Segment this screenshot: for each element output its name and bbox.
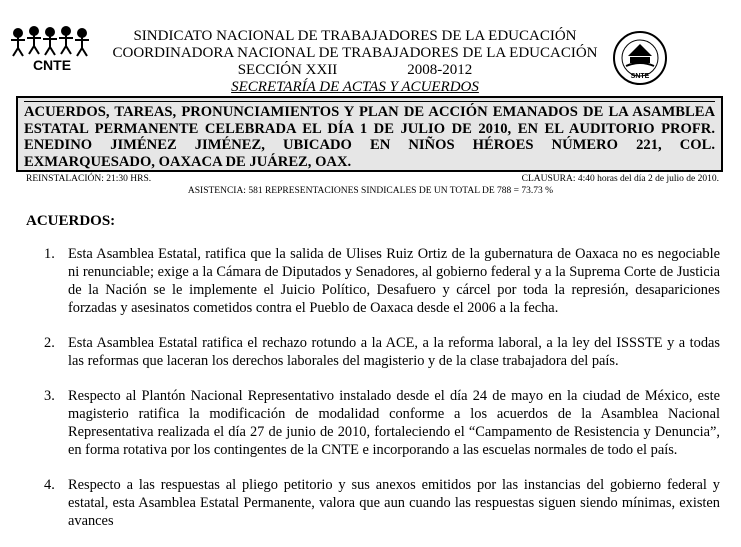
- list-item: [44, 387, 720, 459]
- document-header: [100, 28, 610, 96]
- item-number: 1.: [44, 246, 55, 262]
- item-text: Esta Asamblea Estatal ratifica el rechazo rotundo a la ACE, a la reforma laboral, a la ley del ISSSTE y a todas las reformas que laceran los derechos laborales del magisterio y de la clase trabajadora del país.: [68, 335, 720, 369]
- header-secretariat: SECRETARÍA DE ACTAS Y ACUERDOS: [231, 79, 479, 95]
- header-line-1: SINDICATO NACIONAL DE TRABAJADORES DE LA EDUCACIÓN: [133, 28, 577, 44]
- item-text: Respecto a las respuestas al pliego petitorio y sus anexos emitidos por las instancias del gobierno federal y estatal, esta Asamblea Estatal Permanente, valora que aun cuando las respuestas siguen siendo mínimas, existen avances: [68, 477, 720, 529]
- item-text: Esta Asamblea Estatal, ratifica que la salida de Ulises Ruiz Ortiz de la gubernatura de Oaxaca no es negociable ni renunciable; exige a la Cámara de Diputados y Senadores, al gobierno federal y a la Suprema Corte de Justicia de la Nación se le implemente el Juicio Político, Desafuero y cárcel por toda la represión, desapariciones forzadas y asesinatos cometidos contra el Pueblo de Oaxaca desde el 2006 a la fecha.: [68, 246, 720, 316]
- acuerdos-heading: ACUERDOS:: [26, 213, 116, 229]
- document-title: ACUERDOS, TAREAS, PRONUNCIAMIENTOS Y PLAN DE ACCIÓN EMANADOS DE LA ASAMBLEA ESTATAL PERMANENTE CELEBRADA EL DÍA 1 DE JULIO DE 2010, EN EL AUDITORIO PROFR. ENEDINO JIMÉNEZ JIMÉNEZ, UBICADO EN NIÑOS HÉROES NÚMERO 221, COL. EXMARQUESADO, OAXACA DE JUÁREZ, OAX.: [24, 101, 715, 170]
- item-number: 2.: [44, 335, 55, 351]
- item-number: 3.: [44, 388, 55, 404]
- list-item: [44, 334, 720, 370]
- header-years: 2008-2012: [407, 62, 473, 78]
- header-line-2: COORDINADORA NACIONAL DE TRABAJADORES DE LA EDUCACIÓN: [112, 45, 598, 61]
- svg-text:SNTE: SNTE: [630, 73, 650, 80]
- snte-seal-icon: [612, 30, 668, 86]
- item-number: 4.: [44, 477, 55, 493]
- reinstalacion-time: REINSTALACIÓN: 21:30 HRS.: [26, 174, 152, 184]
- svg-text:CNTE: CNTE: [32, 57, 72, 72]
- item-text: Respecto al Plantón Nacional Representativo instalado desde el día 24 de mayo en la ciudad de México, este magisterio ratifica la modificación de modalidad conforme a los acuerdos de la Asamblea Nacional Representativa realizada el día 27 de junio de 2010, fortaleciendo el “Campamento de Resistencia y Denuncia”, en forma rotativa por los contingentes de la CNTE e incorporando a las escuelas normales de todo el país.: [68, 388, 720, 458]
- cnte-logo-icon: [8, 26, 96, 72]
- header-section: SECCIÓN XXII: [237, 62, 338, 78]
- asistencia-line: ASISTENCIA: 581 REPRESENTACIONES SINDICALES DE UN TOTAL DE 788 = 73.73 %: [187, 186, 554, 196]
- title-box: [16, 96, 723, 172]
- list-item: [44, 476, 720, 530]
- clausura-time: CLAUSURA: 4:40 horas del día 2 de julio de 2010.: [521, 174, 719, 184]
- list-item: [44, 245, 720, 317]
- acuerdos-list: [44, 245, 720, 547]
- section-row: [100, 62, 610, 79]
